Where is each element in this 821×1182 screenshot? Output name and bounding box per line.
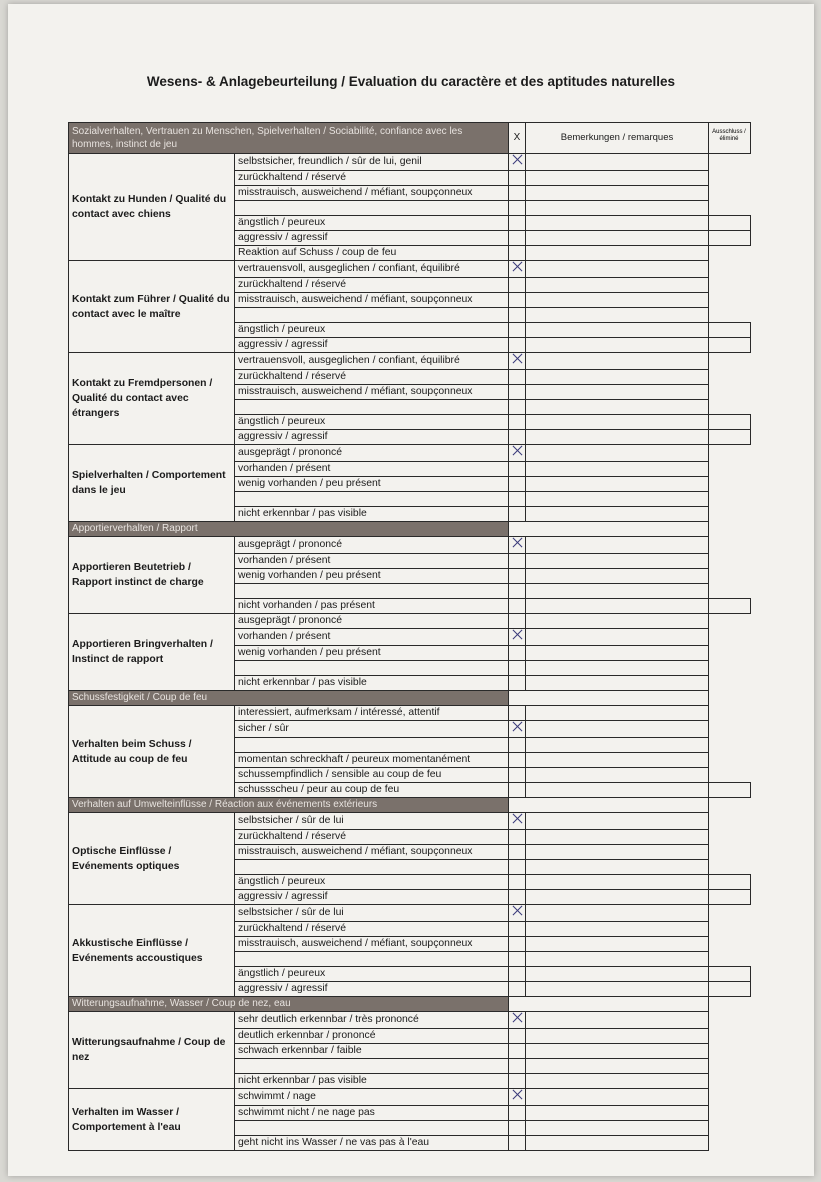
checkbox-cell[interactable] <box>509 584 526 599</box>
checkbox-cell[interactable] <box>509 768 526 783</box>
remarks-cell[interactable] <box>526 246 709 261</box>
remarks-cell[interactable] <box>526 415 709 430</box>
option-label: aggressiv / agressif <box>235 231 509 246</box>
option-label: wenig vorhanden / peu présent <box>235 569 509 584</box>
option-label: sicher / sûr <box>235 721 509 738</box>
option-label: aggressiv / agressif <box>235 338 509 353</box>
checkbox-cell[interactable] <box>509 186 526 201</box>
checkbox-cell[interactable] <box>509 400 526 415</box>
checkbox-cell[interactable] <box>509 845 526 860</box>
checkbox-cell[interactable] <box>509 1121 526 1136</box>
cross-mark-icon <box>512 905 523 916</box>
checkbox-cell[interactable] <box>509 646 526 661</box>
remarks-cell[interactable] <box>526 676 709 691</box>
remarks-cell[interactable] <box>526 171 709 186</box>
option-label: schwimmt / nage <box>235 1089 509 1106</box>
remarks-cell[interactable] <box>526 890 709 905</box>
option-label: schussempfindlich / sensible au coup de feu <box>235 768 509 783</box>
remarks-cell[interactable] <box>526 261 709 278</box>
remarks-cell[interactable] <box>526 614 709 629</box>
option-label: vorhanden / présent <box>235 629 509 646</box>
remarks-cell[interactable] <box>526 813 709 830</box>
excluded-checkbox[interactable] <box>708 889 751 905</box>
remarks-cell[interactable] <box>526 937 709 952</box>
excluded-column-header <box>708 122 751 154</box>
checkbox-cell[interactable] <box>509 492 526 507</box>
checkbox-cell[interactable] <box>509 830 526 845</box>
criterion-label: Kontakt zu Fremdpersonen / Qualité du contact avec étrangers <box>69 353 235 445</box>
option-label: zurückhaltend / réservé <box>235 278 509 293</box>
remarks-cell[interactable] <box>526 1089 709 1106</box>
option-label: aggressiv / agressif <box>235 430 509 445</box>
option-label: aggressiv / agressif <box>235 982 509 997</box>
option-label <box>235 400 509 415</box>
option-label <box>235 738 509 753</box>
option-label: ausgeprägt / prononcé <box>235 537 509 554</box>
checkbox-cell[interactable] <box>509 385 526 400</box>
option-label: ängstlich / peureux <box>235 967 509 982</box>
cross-mark-icon <box>512 1089 523 1100</box>
excluded-checkbox[interactable] <box>708 322 751 338</box>
option-label: schwach erkennbar / faible <box>235 1044 509 1059</box>
option-label: zurückhaltend / réservé <box>235 830 509 845</box>
cross-mark-icon <box>512 721 523 732</box>
option-label: nicht erkennbar / pas visible <box>235 676 509 691</box>
option-label: wenig vorhanden / peu présent <box>235 477 509 492</box>
checkbox-cell[interactable] <box>509 721 526 738</box>
option-row <box>69 614 709 629</box>
option-label: misstrauisch, ausweichend / méfiant, soupçonneux <box>235 385 509 400</box>
checkbox-cell[interactable] <box>509 477 526 492</box>
excluded-checkbox[interactable] <box>708 215 751 231</box>
checkbox-cell[interactable] <box>509 430 526 445</box>
checkbox-cell[interactable] <box>509 1106 526 1121</box>
option-label: selbstsicher / sûr de lui <box>235 813 509 830</box>
remarks-cell[interactable] <box>526 1136 709 1151</box>
checkbox-cell[interactable] <box>509 937 526 952</box>
option-label: misstrauisch, ausweichend / méfiant, soupçonneux <box>235 845 509 860</box>
checkbox-cell[interactable] <box>509 1044 526 1059</box>
checkbox-cell[interactable] <box>509 860 526 875</box>
option-label: nicht erkennbar / pas visible <box>235 1074 509 1089</box>
checkbox-cell[interactable] <box>509 952 526 967</box>
section-title: Sozialverhalten, Vertrauen zu Menschen, Spielverhalten / Sociabilité, confiance avec les hommes, instinct de jeu <box>69 123 509 154</box>
checkbox-cell[interactable] <box>509 813 526 830</box>
remarks-cell[interactable] <box>526 1074 709 1089</box>
option-label: nicht vorhanden / pas présent <box>235 599 509 614</box>
criterion-label: Witterungsaufnahme / Coup de nez <box>69 1012 235 1089</box>
checkbox-cell[interactable] <box>509 537 526 554</box>
remarks-cell[interactable] <box>526 1059 709 1074</box>
option-label: Reaktion auf Schuss / coup de feu <box>235 246 509 261</box>
criterion-label: Apportieren Bringverhalten / Instinct de rapport <box>69 614 235 691</box>
excluded-checkbox[interactable] <box>708 981 751 997</box>
checkbox-cell[interactable] <box>509 201 526 216</box>
option-label <box>235 952 509 967</box>
checkbox-cell[interactable] <box>509 462 526 477</box>
remarks-cell[interactable] <box>526 860 709 875</box>
remarks-cell[interactable] <box>526 830 709 845</box>
option-label: zurückhaltend / réservé <box>235 171 509 186</box>
option-label: zurückhaltend / réservé <box>235 922 509 937</box>
remarks-cell[interactable] <box>526 477 709 492</box>
checkbox-cell[interactable] <box>509 783 526 798</box>
checkbox-cell[interactable] <box>509 875 526 890</box>
remarks-cell[interactable] <box>526 905 709 922</box>
section-spacer <box>509 691 709 706</box>
checkbox-cell[interactable] <box>509 890 526 905</box>
remarks-cell[interactable] <box>526 154 709 171</box>
remarks-cell[interactable] <box>526 554 709 569</box>
remarks-cell[interactable] <box>526 308 709 323</box>
criterion-label: Optische Einflüsse / Evénements optiques <box>69 813 235 905</box>
option-label: misstrauisch, ausweichend / méfiant, soupçonneux <box>235 293 509 308</box>
checkbox-cell[interactable] <box>509 293 526 308</box>
remarks-cell[interactable] <box>526 721 709 738</box>
remarks-cell[interactable] <box>526 599 709 614</box>
remarks-cell[interactable] <box>526 492 709 507</box>
criterion-label: Kontakt zum Führer / Qualité du contact avec le maître <box>69 261 235 353</box>
option-label: interessiert, aufmerksam / intéressé, attentif <box>235 706 509 721</box>
option-label: selbstsicher / sûr de lui <box>235 905 509 922</box>
option-label: geht nicht ins Wasser / ne vas pas à l'eau <box>235 1136 509 1151</box>
section-spacer <box>509 522 709 537</box>
remarks-cell[interactable] <box>526 278 709 293</box>
remarks-cell[interactable] <box>526 462 709 477</box>
option-label: ängstlich / peureux <box>235 415 509 430</box>
cross-mark-icon <box>512 353 523 364</box>
option-label: selbstsicher, freundlich / sûr de lui, genil <box>235 154 509 171</box>
option-row <box>69 154 709 171</box>
remarks-cell[interactable] <box>526 629 709 646</box>
remarks-cell[interactable] <box>526 1044 709 1059</box>
checkbox-cell[interactable] <box>509 1012 526 1029</box>
remarks-cell[interactable] <box>526 584 709 599</box>
criterion-label: Akkustische Einflüsse / Evénements accoustiques <box>69 905 235 997</box>
option-label: misstrauisch, ausweichend / méfiant, soupçonneux <box>235 937 509 952</box>
checkbox-cell[interactable] <box>509 216 526 231</box>
x-column-header: X <box>509 123 526 154</box>
checkbox-cell[interactable] <box>509 278 526 293</box>
criterion-label: Verhalten beim Schuss / Attitude au coup de feu <box>69 706 235 798</box>
checkbox-cell[interactable] <box>509 323 526 338</box>
remarks-cell[interactable] <box>526 753 709 768</box>
cross-mark-icon <box>512 154 523 165</box>
evaluation-table <box>68 122 709 1151</box>
option-row <box>69 905 709 922</box>
option-label: sehr deutlich erkennbar / très prononcé <box>235 1012 509 1029</box>
checkbox-cell[interactable] <box>509 415 526 430</box>
checkbox-cell[interactable] <box>509 507 526 522</box>
remarks-cell[interactable] <box>526 231 709 246</box>
option-label <box>235 1121 509 1136</box>
remarks-cell[interactable] <box>526 952 709 967</box>
page-title: Wesens- & Anlagebeurteilung / Evaluation du caractère et des aptitudes naturelles <box>146 74 676 89</box>
criterion-label: Spielverhalten / Comportement dans le jeu <box>69 445 235 522</box>
option-label <box>235 860 509 875</box>
excluded-checkbox[interactable] <box>708 966 751 982</box>
checkbox-cell[interactable] <box>509 308 526 323</box>
cross-mark-icon <box>512 1012 523 1023</box>
checkbox-cell[interactable] <box>509 599 526 614</box>
option-label: vorhanden / présent <box>235 554 509 569</box>
option-label: vorhanden / présent <box>235 462 509 477</box>
excluded-checkbox[interactable] <box>708 874 751 890</box>
option-row <box>69 445 709 462</box>
remarks-cell[interactable] <box>526 661 709 676</box>
checkbox-cell[interactable] <box>509 1136 526 1151</box>
remarks-cell[interactable] <box>526 323 709 338</box>
section-header-row <box>69 798 709 813</box>
checkbox-cell[interactable] <box>509 629 526 646</box>
remarks-cell[interactable] <box>526 338 709 353</box>
table-header-row <box>69 123 709 154</box>
remarks-column-header: Bemerkungen / remarques <box>526 123 709 154</box>
checkbox-cell[interactable] <box>509 614 526 629</box>
checkbox-cell[interactable] <box>509 154 526 171</box>
checkbox-cell[interactable] <box>509 338 526 353</box>
option-label: misstrauisch, ausweichend / méfiant, soupçonneux <box>235 186 509 201</box>
remarks-cell[interactable] <box>526 768 709 783</box>
checkbox-cell[interactable] <box>509 1029 526 1044</box>
remarks-cell[interactable] <box>526 1106 709 1121</box>
section-header-row <box>69 522 709 537</box>
criterion-label: Kontakt zu Hunden / Qualité du contact avec chiens <box>69 154 235 261</box>
checkbox-cell[interactable] <box>509 676 526 691</box>
remarks-cell[interactable] <box>526 922 709 937</box>
option-label: aggressiv / agressif <box>235 890 509 905</box>
cross-mark-icon <box>512 445 523 456</box>
remarks-cell[interactable] <box>526 293 709 308</box>
checkbox-cell[interactable] <box>509 967 526 982</box>
excluded-checkbox[interactable] <box>708 429 751 445</box>
checkbox-cell[interactable] <box>509 261 526 278</box>
excluded-checkbox[interactable] <box>708 414 751 430</box>
option-label <box>235 201 509 216</box>
checkbox-cell[interactable] <box>509 982 526 997</box>
remarks-cell[interactable] <box>526 201 709 216</box>
cross-mark-icon <box>512 629 523 640</box>
option-label: ausgeprägt / prononcé <box>235 614 509 629</box>
remarks-cell[interactable] <box>526 845 709 860</box>
section-title: Schussfestigkeit / Coup de feu <box>69 691 509 706</box>
checkbox-cell[interactable] <box>509 554 526 569</box>
remarks-cell[interactable] <box>526 569 709 584</box>
checkbox-cell[interactable] <box>509 569 526 584</box>
checkbox-cell[interactable] <box>509 661 526 676</box>
option-label <box>235 584 509 599</box>
remarks-cell[interactable] <box>526 370 709 385</box>
remarks-cell[interactable] <box>526 1012 709 1029</box>
checkbox-cell[interactable] <box>509 753 526 768</box>
section-header-row <box>69 997 709 1012</box>
criterion-label: Apportieren Beutetrieb / Rapport instinct de charge <box>69 537 235 614</box>
section-title: Apportierverhalten / Rapport <box>69 522 509 537</box>
option-label: ängstlich / peureux <box>235 216 509 231</box>
option-label: ausgeprägt / prononcé <box>235 445 509 462</box>
excluded-checkbox[interactable] <box>708 598 751 614</box>
remarks-cell[interactable] <box>526 1029 709 1044</box>
remarks-cell[interactable] <box>526 982 709 997</box>
option-row <box>69 813 709 830</box>
option-label: nicht erkennbar / pas visible <box>235 507 509 522</box>
checkbox-cell[interactable] <box>509 231 526 246</box>
checkbox-cell[interactable] <box>509 1089 526 1106</box>
option-label <box>235 1059 509 1074</box>
option-label: ängstlich / peureux <box>235 875 509 890</box>
option-row <box>69 1089 709 1106</box>
remarks-cell[interactable] <box>526 353 709 370</box>
checkbox-cell[interactable] <box>509 706 526 721</box>
option-row <box>69 706 709 721</box>
excluded-checkbox[interactable] <box>708 782 751 798</box>
checkbox-cell[interactable] <box>509 738 526 753</box>
section-spacer <box>509 798 709 813</box>
checkbox-cell[interactable] <box>509 1074 526 1089</box>
option-label: zurückhaltend / réservé <box>235 370 509 385</box>
remarks-cell[interactable] <box>526 385 709 400</box>
excluded-header-label: Ausschluss / éliminé <box>712 129 746 142</box>
remarks-cell[interactable] <box>526 738 709 753</box>
section-header-row <box>69 691 709 706</box>
remarks-cell[interactable] <box>526 400 709 415</box>
option-label <box>235 661 509 676</box>
option-row <box>69 1012 709 1029</box>
remarks-cell[interactable] <box>526 507 709 522</box>
checkbox-cell[interactable] <box>509 1059 526 1074</box>
option-row <box>69 261 709 278</box>
remarks-cell[interactable] <box>526 430 709 445</box>
checkbox-cell[interactable] <box>509 922 526 937</box>
checkbox-cell[interactable] <box>509 370 526 385</box>
option-label: schwimmt nicht / ne nage pas <box>235 1106 509 1121</box>
remarks-cell[interactable] <box>526 967 709 982</box>
excluded-checkbox[interactable] <box>708 230 751 246</box>
checkbox-cell[interactable] <box>509 353 526 370</box>
remarks-cell[interactable] <box>526 186 709 201</box>
remarks-cell[interactable] <box>526 646 709 661</box>
option-label <box>235 492 509 507</box>
cross-mark-icon <box>512 261 523 272</box>
checkbox-cell[interactable] <box>509 171 526 186</box>
excluded-checkbox[interactable] <box>708 337 751 353</box>
cross-mark-icon <box>512 813 523 824</box>
option-label <box>235 308 509 323</box>
option-label: deutlich erkennbar / prononcé <box>235 1029 509 1044</box>
form-page <box>8 4 814 1176</box>
remarks-cell[interactable] <box>526 706 709 721</box>
option-label: vertrauensvoll, ausgeglichen / confiant, équilibré <box>235 261 509 278</box>
option-label: wenig vorhanden / peu présent <box>235 646 509 661</box>
remarks-cell[interactable] <box>526 1121 709 1136</box>
remarks-cell[interactable] <box>526 216 709 231</box>
remarks-cell[interactable] <box>526 875 709 890</box>
remarks-cell[interactable] <box>526 537 709 554</box>
option-row <box>69 353 709 370</box>
checkbox-cell[interactable] <box>509 445 526 462</box>
checkbox-cell[interactable] <box>509 246 526 261</box>
section-spacer <box>509 997 709 1012</box>
remarks-cell[interactable] <box>526 445 709 462</box>
option-label: schussscheu / peur au coup de feu <box>235 783 509 798</box>
cross-mark-icon <box>512 537 523 548</box>
remarks-cell[interactable] <box>526 783 709 798</box>
criterion-label: Verhalten im Wasser / Comportement à l'eau <box>69 1089 235 1151</box>
section-title: Verhalten auf Umwelteinflüsse / Réaction aux événements extérieurs <box>69 798 509 813</box>
option-label: vertrauensvoll, ausgeglichen / confiant, équilibré <box>235 353 509 370</box>
option-label: momentan schreckhaft / peureux momentanément <box>235 753 509 768</box>
option-label: ängstlich / peureux <box>235 323 509 338</box>
option-row <box>69 537 709 554</box>
section-title: Witterungsaufnahme, Wasser / Coup de nez, eau <box>69 997 509 1012</box>
checkbox-cell[interactable] <box>509 905 526 922</box>
